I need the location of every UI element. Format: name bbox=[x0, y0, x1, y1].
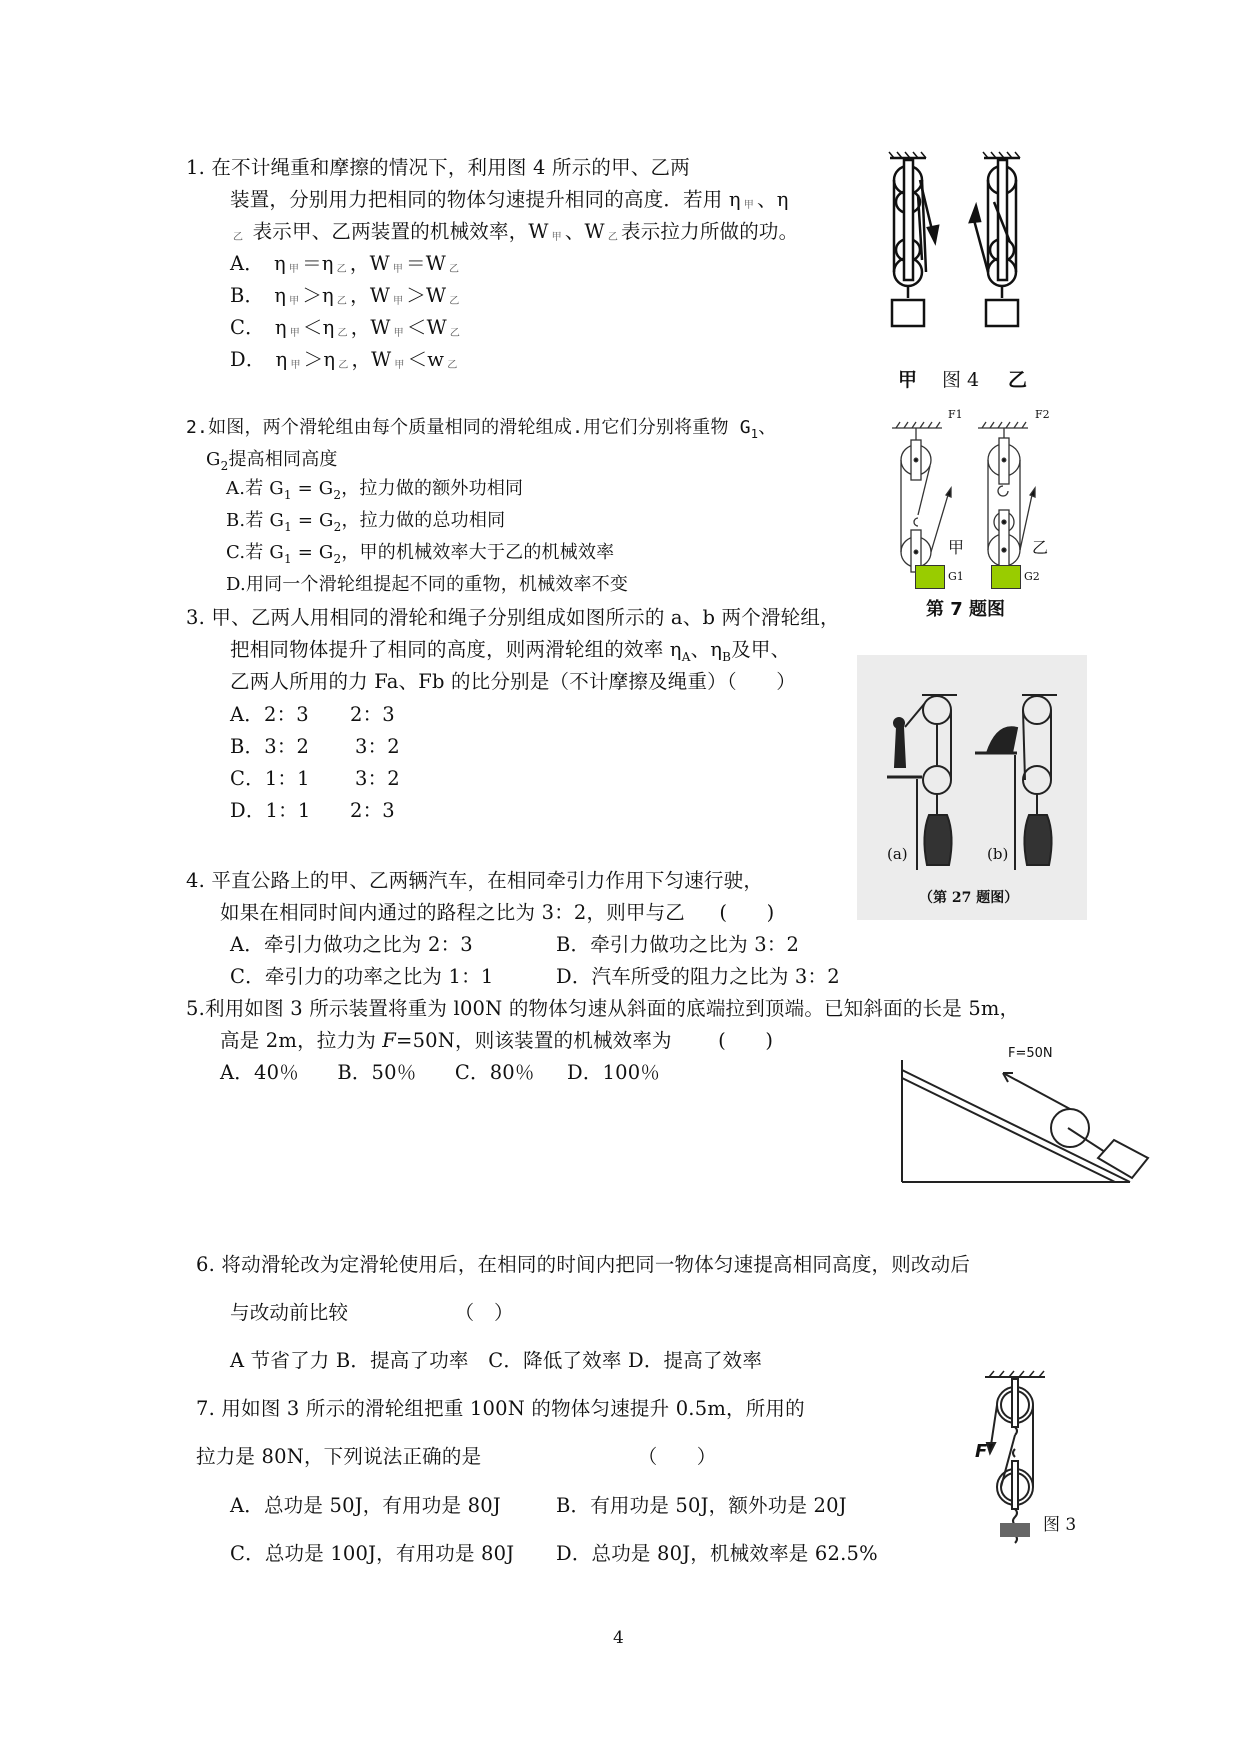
q1-line-3 bbox=[230, 219, 798, 251]
q1-number: 1. bbox=[186, 156, 206, 179]
q1-stem-3b: 、W bbox=[564, 220, 605, 243]
option-text: ，甲的机械效率大于乙的机械效率 bbox=[341, 542, 615, 563]
q7-line-2 bbox=[196, 1444, 717, 1470]
q4-option-d: D．汽车所受的阻力之比为 3：2 bbox=[556, 965, 840, 988]
q2-stem-2a: G bbox=[206, 449, 221, 470]
figure-4-label-right: 乙 bbox=[1008, 369, 1028, 391]
subscript: 1 bbox=[750, 427, 759, 441]
subscript: 甲 bbox=[289, 296, 300, 307]
figure-4-pulley-systems bbox=[880, 150, 1060, 390]
option-text: D.用同一个滑轮组提起不同的重物，机械效率不变 bbox=[226, 574, 629, 595]
q3-line-3 bbox=[230, 669, 796, 695]
subscript: 1 bbox=[284, 520, 292, 534]
page-number: 4 bbox=[613, 1628, 624, 1648]
subscript: 1 bbox=[283, 488, 292, 502]
subscript: 2 bbox=[333, 520, 342, 534]
figure-incline bbox=[890, 1040, 1170, 1190]
option-text: ，W bbox=[350, 284, 391, 307]
subscript: 乙 bbox=[337, 328, 348, 339]
subscript: 甲 bbox=[393, 296, 404, 307]
q3-stem-2b: 、η bbox=[690, 638, 723, 661]
option-text: A． bbox=[230, 252, 264, 275]
q2-option-a bbox=[226, 476, 523, 508]
subscript: 乙 bbox=[448, 264, 460, 275]
q1-line-1 bbox=[186, 155, 690, 181]
q7-number: 7. bbox=[196, 1397, 216, 1420]
q5-number: 5. bbox=[186, 997, 206, 1020]
q7-option-d: D．总功是 80J，机械效率是 62.5% bbox=[556, 1542, 878, 1565]
subscript: 1 bbox=[283, 552, 292, 566]
q1-stem-3a: 表示甲、乙两装置的机械效率，W bbox=[246, 220, 549, 243]
q6-stem-2: 与改动前比较 bbox=[230, 1301, 349, 1324]
q2-stem-1b: 、 bbox=[758, 417, 777, 438]
q2-option-d bbox=[226, 572, 628, 604]
option-text: ＞η bbox=[303, 348, 336, 371]
q1-stem-2b: 、η bbox=[757, 188, 789, 211]
subscript: 乙 bbox=[233, 232, 244, 243]
q4-number: 4. bbox=[186, 869, 206, 892]
figure-27-caption: （第 27 题图） bbox=[919, 890, 1019, 906]
option-text: C.若 G bbox=[226, 542, 284, 563]
subscript: 甲 bbox=[392, 264, 404, 275]
figure-4-caption: 图 4 bbox=[942, 369, 980, 391]
q3-line-1 bbox=[186, 605, 840, 631]
q5-stem-2b: =50N，则该装置的机械效率为 bbox=[396, 1029, 672, 1052]
subscript: 甲 bbox=[551, 232, 562, 243]
q2-line-2 bbox=[206, 447, 338, 479]
q5-option-d: D．100％ bbox=[567, 1061, 661, 1084]
option-text: η bbox=[275, 348, 288, 371]
subscript: 乙 bbox=[449, 296, 460, 307]
q7-option-a: A．总功是 50J，有用功是 80J bbox=[230, 1494, 501, 1517]
option-text: ＞η bbox=[302, 284, 334, 307]
q1-option-a bbox=[230, 251, 462, 283]
q7-option-b: B．有用功是 50J，额外功是 20J bbox=[556, 1494, 847, 1517]
subscript: A bbox=[681, 650, 691, 664]
q3-option-c: C．1：1 bbox=[230, 767, 310, 790]
option-text: ＜W bbox=[406, 316, 447, 339]
option-text: ，W bbox=[351, 348, 392, 371]
q3-option-b-force-ratio: 3：2 bbox=[355, 735, 400, 758]
answer-bracket: ( ) bbox=[719, 901, 775, 924]
option-text: ，W bbox=[349, 252, 390, 275]
subscript: 甲 bbox=[288, 264, 300, 275]
option-text: ＞W bbox=[406, 284, 447, 307]
force-label-f1: F1 bbox=[948, 408, 963, 421]
q3-stem-2c: 及甲、 bbox=[731, 638, 791, 661]
option-text: A.若 G bbox=[226, 478, 284, 499]
q3-stem-2a: 把相同物体提升了相同的高度，则两滑轮组的效率 η bbox=[230, 638, 682, 661]
figure-7-drawing bbox=[890, 400, 1060, 590]
incline-force-label: F=50N bbox=[1008, 1046, 1053, 1061]
figure-7-caption: 第 7 题图 bbox=[926, 599, 1006, 620]
incline-drawing bbox=[890, 1040, 1170, 1190]
figure-27-label-b: (b) bbox=[987, 845, 1009, 863]
q2-stem-1a: 如图，两个滑轮组由每个质量相同的滑轮组成.用它们分别将重物 G bbox=[208, 417, 751, 438]
q3-option-a-force-ratio: 2：3 bbox=[350, 703, 395, 726]
option-text: D． bbox=[230, 348, 266, 371]
answer-bracket: （ ） bbox=[637, 1445, 717, 1468]
q5-line-2 bbox=[220, 1028, 773, 1054]
option-text: = G bbox=[291, 510, 334, 531]
option-text: ＝W bbox=[406, 252, 446, 275]
subscript: 甲 bbox=[393, 328, 404, 339]
q5-stem-2a: 高是 2m，拉力为 bbox=[220, 1029, 383, 1052]
q4-line-1 bbox=[186, 868, 763, 894]
subscript: 甲 bbox=[289, 328, 300, 339]
q7-stem-1: 用如图 3 所示的滑轮组把重 100N 的物体匀速提升 0.5m，所用的 bbox=[221, 1397, 805, 1420]
q3-option-b: B．3：2 bbox=[230, 735, 310, 758]
q4-option-c: C．牵引力的功率之比为 1：1 bbox=[230, 965, 494, 988]
q5-line-1 bbox=[186, 996, 1019, 1022]
subscript: 乙 bbox=[338, 360, 349, 371]
option-text: ＜η bbox=[302, 316, 335, 339]
figure-3-force-label: F bbox=[975, 1441, 988, 1462]
q4-option-a: A．牵引力做功之比为 2：3 bbox=[230, 933, 473, 956]
option-text: = G bbox=[291, 542, 334, 563]
subscript: 乙 bbox=[336, 264, 347, 275]
subscript: 乙 bbox=[449, 328, 461, 339]
q5-stem-1: 利用如图 3 所示装置将重为 l00N 的物体匀速从斜面的底端拉到顶端。已知斜面的长是 5m， bbox=[205, 997, 1020, 1020]
figure-4-label-left: 甲 bbox=[898, 369, 918, 391]
q2-line-1 bbox=[186, 415, 776, 447]
figure-27-label-a: (a) bbox=[887, 845, 908, 863]
figure-3-pulley bbox=[975, 1365, 1085, 1545]
figure-7-label-right: 乙 bbox=[1032, 538, 1049, 557]
option-text: ，拉力做的额外功相同 bbox=[341, 478, 524, 499]
q6-options: A 节省了力 B．提高了功率 C．降低了效率 D．提高了效率 bbox=[230, 1349, 763, 1372]
q5-force-symbol: F bbox=[382, 1029, 397, 1052]
answer-bracket: （ ） bbox=[454, 1301, 514, 1324]
q3-option-a: A．2：3 bbox=[230, 703, 309, 726]
weight-label-g1: G1 bbox=[948, 570, 964, 583]
q3-stem-3: 乙两人所用的力 Fa、Fb 的比分别是（不计摩擦及绳重）（ ） bbox=[230, 670, 796, 693]
option-text: B． bbox=[230, 284, 265, 307]
q4-stem-2: 如果在相同时间内通过的路程之比为 3：2，则甲与乙 bbox=[220, 901, 686, 924]
weight-label-g2: G2 bbox=[1024, 570, 1040, 583]
subscript: 2 bbox=[333, 552, 342, 566]
subscript: 甲 bbox=[290, 360, 301, 371]
q4-option-b: B．牵引力做功之比为 3：2 bbox=[556, 933, 800, 956]
option-text: ，拉力做的总功相同 bbox=[341, 510, 506, 531]
subscript: 甲 bbox=[743, 200, 754, 211]
subscript: 乙 bbox=[336, 296, 348, 307]
q1-option-c bbox=[230, 315, 463, 347]
subscript: B bbox=[722, 650, 732, 664]
q7-line-1 bbox=[196, 1396, 805, 1422]
q4-line-2 bbox=[220, 900, 774, 926]
q3-option-d-force-ratio: 2：3 bbox=[350, 799, 395, 822]
option-text: η bbox=[273, 252, 286, 275]
option-text: ＝η bbox=[302, 252, 334, 275]
figure-27-scan bbox=[857, 655, 1087, 920]
q2-stem-2b: 提高相同高度 bbox=[228, 449, 338, 470]
q1-stem-3c: 表示拉力所做的功。 bbox=[621, 220, 799, 243]
q6-number: 6. bbox=[196, 1253, 216, 1276]
q3-stem-1: 甲、乙两人用相同的滑轮和绳子分别组成如图所示的 a、b 两个滑轮组， bbox=[211, 606, 840, 629]
q3-number: 3. bbox=[186, 606, 206, 629]
q4-stem-1: 平直公路上的甲、乙两辆汽车，在相同牵引力作用下匀速行驶， bbox=[211, 869, 764, 892]
subscript: 乙 bbox=[447, 360, 458, 371]
subscript: 2 bbox=[220, 459, 229, 473]
q3-option-d: D．1：1 bbox=[230, 799, 311, 822]
q6-stem-1: 将动滑轮改为定滑轮使用后，在相同的时间内把同一物体匀速提高相同高度，则改动后 bbox=[221, 1253, 971, 1276]
figure-27-drawing bbox=[857, 655, 1087, 920]
option-text: η bbox=[274, 284, 287, 307]
q5-option-c: C．80％ bbox=[454, 1061, 535, 1084]
q3-option-c-force-ratio: 3：2 bbox=[355, 767, 400, 790]
weight-g1 bbox=[915, 565, 945, 589]
option-text: = G bbox=[291, 478, 334, 499]
figure-7-label-left: 甲 bbox=[948, 538, 965, 557]
subscript: 甲 bbox=[394, 360, 405, 371]
subscript: 2 bbox=[333, 488, 342, 502]
q5-option-a: A．40％ bbox=[220, 1061, 299, 1084]
option-text: ，W bbox=[350, 316, 391, 339]
figure-7-pulley-systems bbox=[890, 400, 1060, 620]
option-text: C． bbox=[230, 316, 265, 339]
option-text: ＜w bbox=[407, 348, 445, 371]
q1-option-d bbox=[230, 347, 460, 379]
q1-line-2 bbox=[230, 187, 789, 219]
q2-number: 2. bbox=[186, 417, 209, 438]
figure-4-drawing bbox=[880, 150, 1060, 390]
q2-option-b bbox=[226, 508, 505, 540]
q5-options bbox=[220, 1060, 660, 1086]
q7-option-c: C．总功是 100J，有用功是 80J bbox=[230, 1542, 515, 1565]
q1-option-b bbox=[230, 283, 462, 315]
q6-line-2 bbox=[230, 1300, 514, 1326]
q1-stem-2a: 装置，分别用力把相同的物体匀速提升相同的高度．若用 η bbox=[230, 188, 741, 211]
figure-3-caption: 图 3 bbox=[1043, 1515, 1077, 1535]
q3-line-2 bbox=[230, 637, 790, 670]
subscript: 乙 bbox=[607, 232, 619, 243]
q6-line-1 bbox=[196, 1252, 970, 1278]
option-text: η bbox=[274, 316, 287, 339]
answer-bracket: ( ) bbox=[718, 1029, 774, 1052]
q1-stem-1: 在不计绳重和摩擦的情况下，利用图 4 所示的甲、乙两 bbox=[211, 156, 690, 179]
q5-option-b: B．50％ bbox=[337, 1061, 417, 1084]
option-text: B.若 G bbox=[226, 510, 285, 531]
q7-stem-2: 拉力是 80N，下列说法正确的是 bbox=[196, 1445, 482, 1468]
q2-option-c bbox=[226, 540, 614, 572]
force-label-f2: F2 bbox=[1035, 408, 1050, 421]
weight-g2 bbox=[991, 565, 1021, 589]
